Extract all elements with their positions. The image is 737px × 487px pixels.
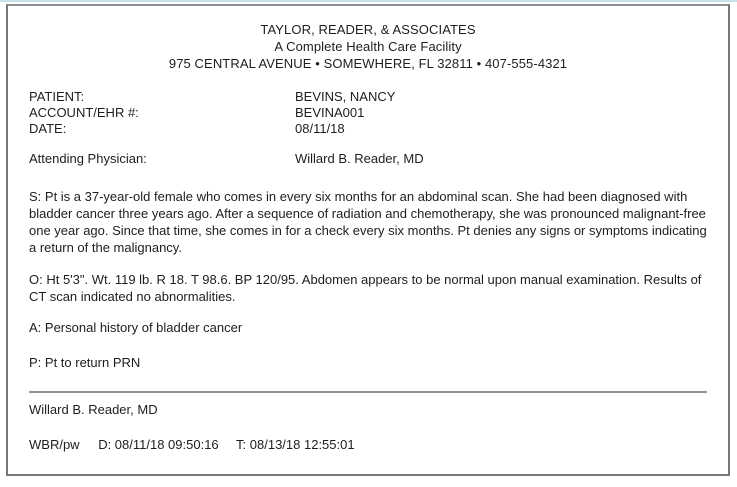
clinic-address: 975 CENTRAL AVENUE • SOMEWHERE, FL 32811 • 407-555-4321 xyxy=(168,56,568,71)
clinic-name: TAYLOR, READER, & ASSOCIATES xyxy=(260,22,476,37)
dictated-timestamp: D: 08/11/18 09:50:16 xyxy=(98,437,219,452)
soap-plan: P: Pt to return PRN xyxy=(29,355,141,370)
patient-demographics xyxy=(29,89,707,137)
medical-document xyxy=(6,4,730,476)
signature-divider xyxy=(29,391,707,393)
transcription-footer xyxy=(29,437,707,453)
transcriptionist-initials: WBR/pw xyxy=(29,437,80,452)
physician-signature-name: Willard B. Reader, MD xyxy=(29,402,158,417)
patient-row xyxy=(29,89,707,105)
soap-objective: O: Ht 5'3". Wt. 119 lb. R 18. T 98.6. BP 120/95. Abdomen appears to be normal upon manual examination. Results of CT scan indicated no abnormalities. xyxy=(29,272,702,304)
account-row xyxy=(29,105,707,121)
attending-physician-value: Willard B. Reader, MD xyxy=(295,151,424,166)
patient-label: PATIENT: xyxy=(29,89,85,104)
letterhead xyxy=(29,21,707,72)
account-number-value: BEVINA001 xyxy=(295,105,365,120)
screen-top-edge xyxy=(0,0,737,2)
account-label: ACCOUNT/EHR #: xyxy=(29,105,139,120)
soap-subjective: S: Pt is a 37-year-old female who comes in every six months for an abdominal scan. She had been diagnosed with bladder cancer three years ago. After a sequence of radiation and chemotherapy, she was pronounced malignant-free one year ago. Since that time, she comes in for a check every six months. Pt denies any signs or symptoms indicating a return of the malignancy. xyxy=(29,189,707,255)
patient-name-value: BEVINS, NANCY xyxy=(295,89,396,104)
date-label: DATE: xyxy=(29,121,67,136)
date-row xyxy=(29,121,707,137)
attending-physician-label: Attending Physician: xyxy=(29,151,147,166)
transcribed-timestamp: T: 08/13/18 12:55:01 xyxy=(236,437,355,452)
attending-physician-row xyxy=(29,151,707,167)
clinic-tagline: A Complete Health Care Facility xyxy=(274,39,462,54)
soap-assessment: A: Personal history of bladder cancer xyxy=(29,320,243,335)
date-value: 08/11/18 xyxy=(295,121,345,136)
